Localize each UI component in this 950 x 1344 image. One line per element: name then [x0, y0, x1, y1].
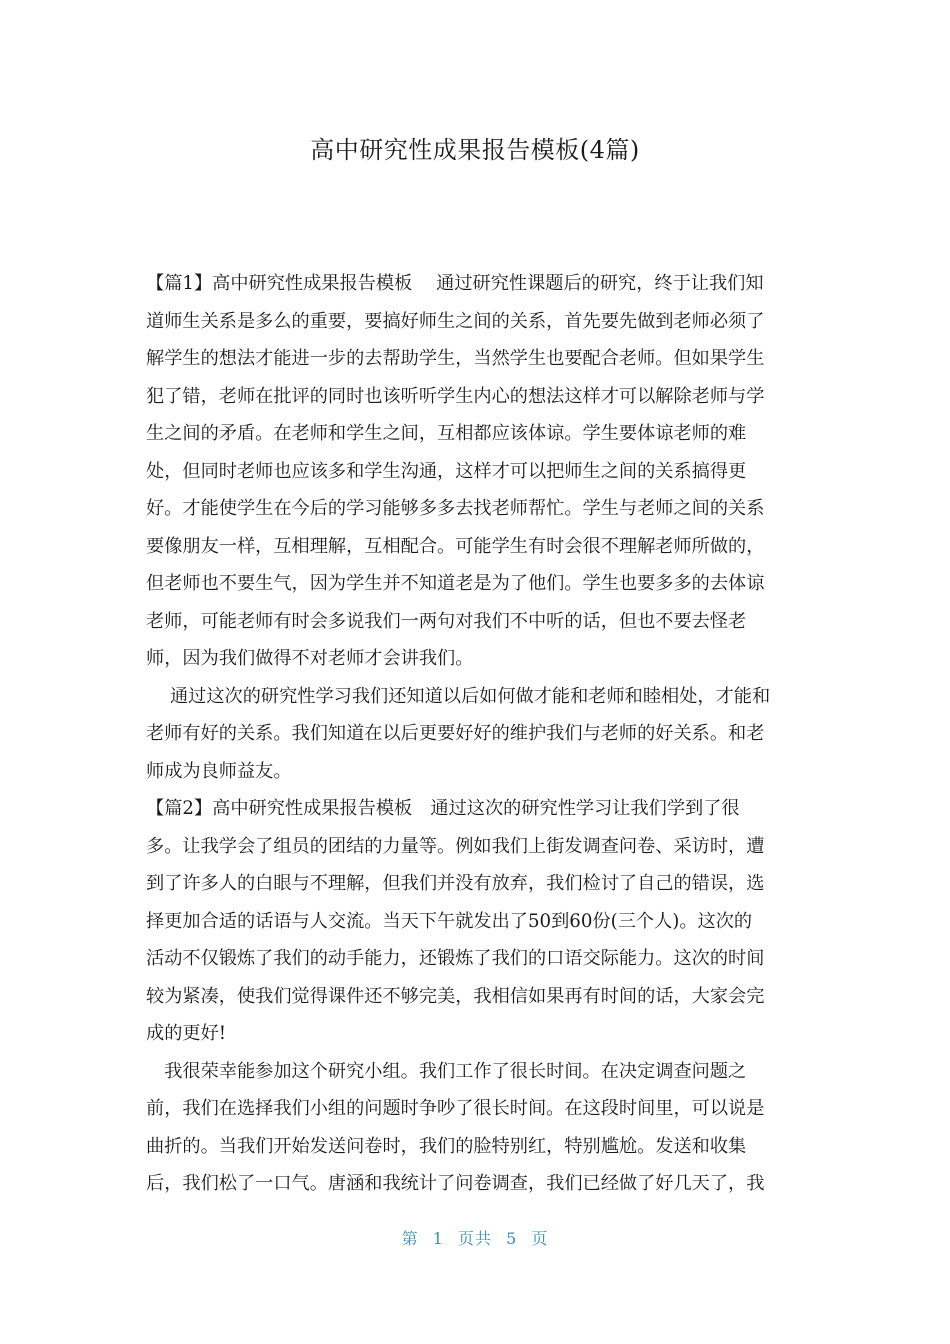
- body-line: 师，因为我们做得不对老师才会讲我们。: [146, 648, 474, 669]
- body-line: 曲折的。当我们开始发送问卷时，我们的脸特别红，特别尴尬。发送和收集: [146, 1135, 747, 1157]
- body-line: 通过这次的研究性学习我们还知道以后如何做才能和老师和睦相处，才能和: [146, 685, 771, 707]
- body-line: 但老师也不要生气，因为学生并不知道老是为了他们。学生也要多多的去体谅: [146, 573, 765, 594]
- body-line: 多。让我学会了组员的团结的力量等。例如我们上街发调查问卷、采访时，遭: [146, 835, 765, 857]
- body-line: 【篇1】高中研究性成果报告模板 通过研究性课题后的研究，终于让我们知: [146, 273, 764, 294]
- page-footer: [0, 1226, 950, 1249]
- body-line: 到了许多人的白眼与不理解，但我们并没有放弃，我们检讨了自己的错误，选: [146, 873, 765, 894]
- footer-middle: 页共: [457, 1229, 492, 1248]
- footer-page-number: 1: [432, 1229, 444, 1248]
- body-line: 后，我们松了一口气。唐涵和我统计了问卷调查，我们已经做了好几天了，我: [146, 1173, 765, 1194]
- body-line: 处，但同时老师也应该多和学生沟通，这样才可以把师生之间的关系搞得更: [146, 460, 747, 482]
- body-line: 老师有好的关系。我们知道在以后更要好好的维护我们与老师的好关系。和老: [146, 723, 765, 744]
- body-line: 犯了错，老师在批评的同时也该听听学生内心的想法这样才可以解除老师与学: [146, 385, 765, 407]
- document-body: [146, 265, 812, 1203]
- body-line: 老师，可能老师有时会多说我们一两句对我们不中听的话，但也不要去怪老: [146, 610, 747, 632]
- document-title: 高中研究性成果报告模板(4篇): [310, 136, 640, 164]
- body-line: 要像朋友一样，互相理解，互相配合。可能学生有时会很不理解老师所做的，: [146, 535, 765, 557]
- body-line: 师成为良师益友。: [146, 760, 292, 782]
- body-line: 成的更好!: [146, 1023, 227, 1044]
- body-line: 【篇2】高中研究性成果报告模板 通过这次的研究性学习让我们学到了很: [146, 798, 740, 819]
- footer-prefix: 第: [401, 1229, 419, 1248]
- body-line: 道师生关系是多么的重要，要搞好师生之间的关系，首先要先做到老师必须了: [146, 310, 765, 332]
- body-line: 解学生的想法才能进一步的去帮助学生，当然学生也要配合老师。但如果学生: [146, 348, 765, 369]
- footer-total-pages: 5: [506, 1229, 518, 1248]
- body-line: 活动不仅锻炼了我们的动手能力，还锻炼了我们的口语交际能力。这次的时间: [146, 948, 765, 969]
- body-line: 较为紧凑，使我们觉得课件还不够完美，我相信如果再有时间的话，大家会完: [146, 985, 765, 1007]
- body-line: 生之间的矛盾。在老师和学生之间，互相都应该体谅。学生要体谅老师的难: [146, 423, 747, 444]
- body-line: 我很荣幸能参加这个研究小组。我们工作了很长时间。在决定调查问题之: [146, 1060, 747, 1082]
- body-line: 好。才能使学生在今后的学习能够多多去找老师帮忙。学生与老师之间的关系: [146, 498, 765, 519]
- footer-suffix: 页: [531, 1229, 549, 1248]
- body-line: 前，我们在选择我们小组的问题时争吵了很长时间。在这段时间里，可以说是: [146, 1098, 765, 1119]
- body-line: 择更加合适的话语与人交流。当天下午就发出了50到60份(三个人)。这次的: [146, 910, 753, 932]
